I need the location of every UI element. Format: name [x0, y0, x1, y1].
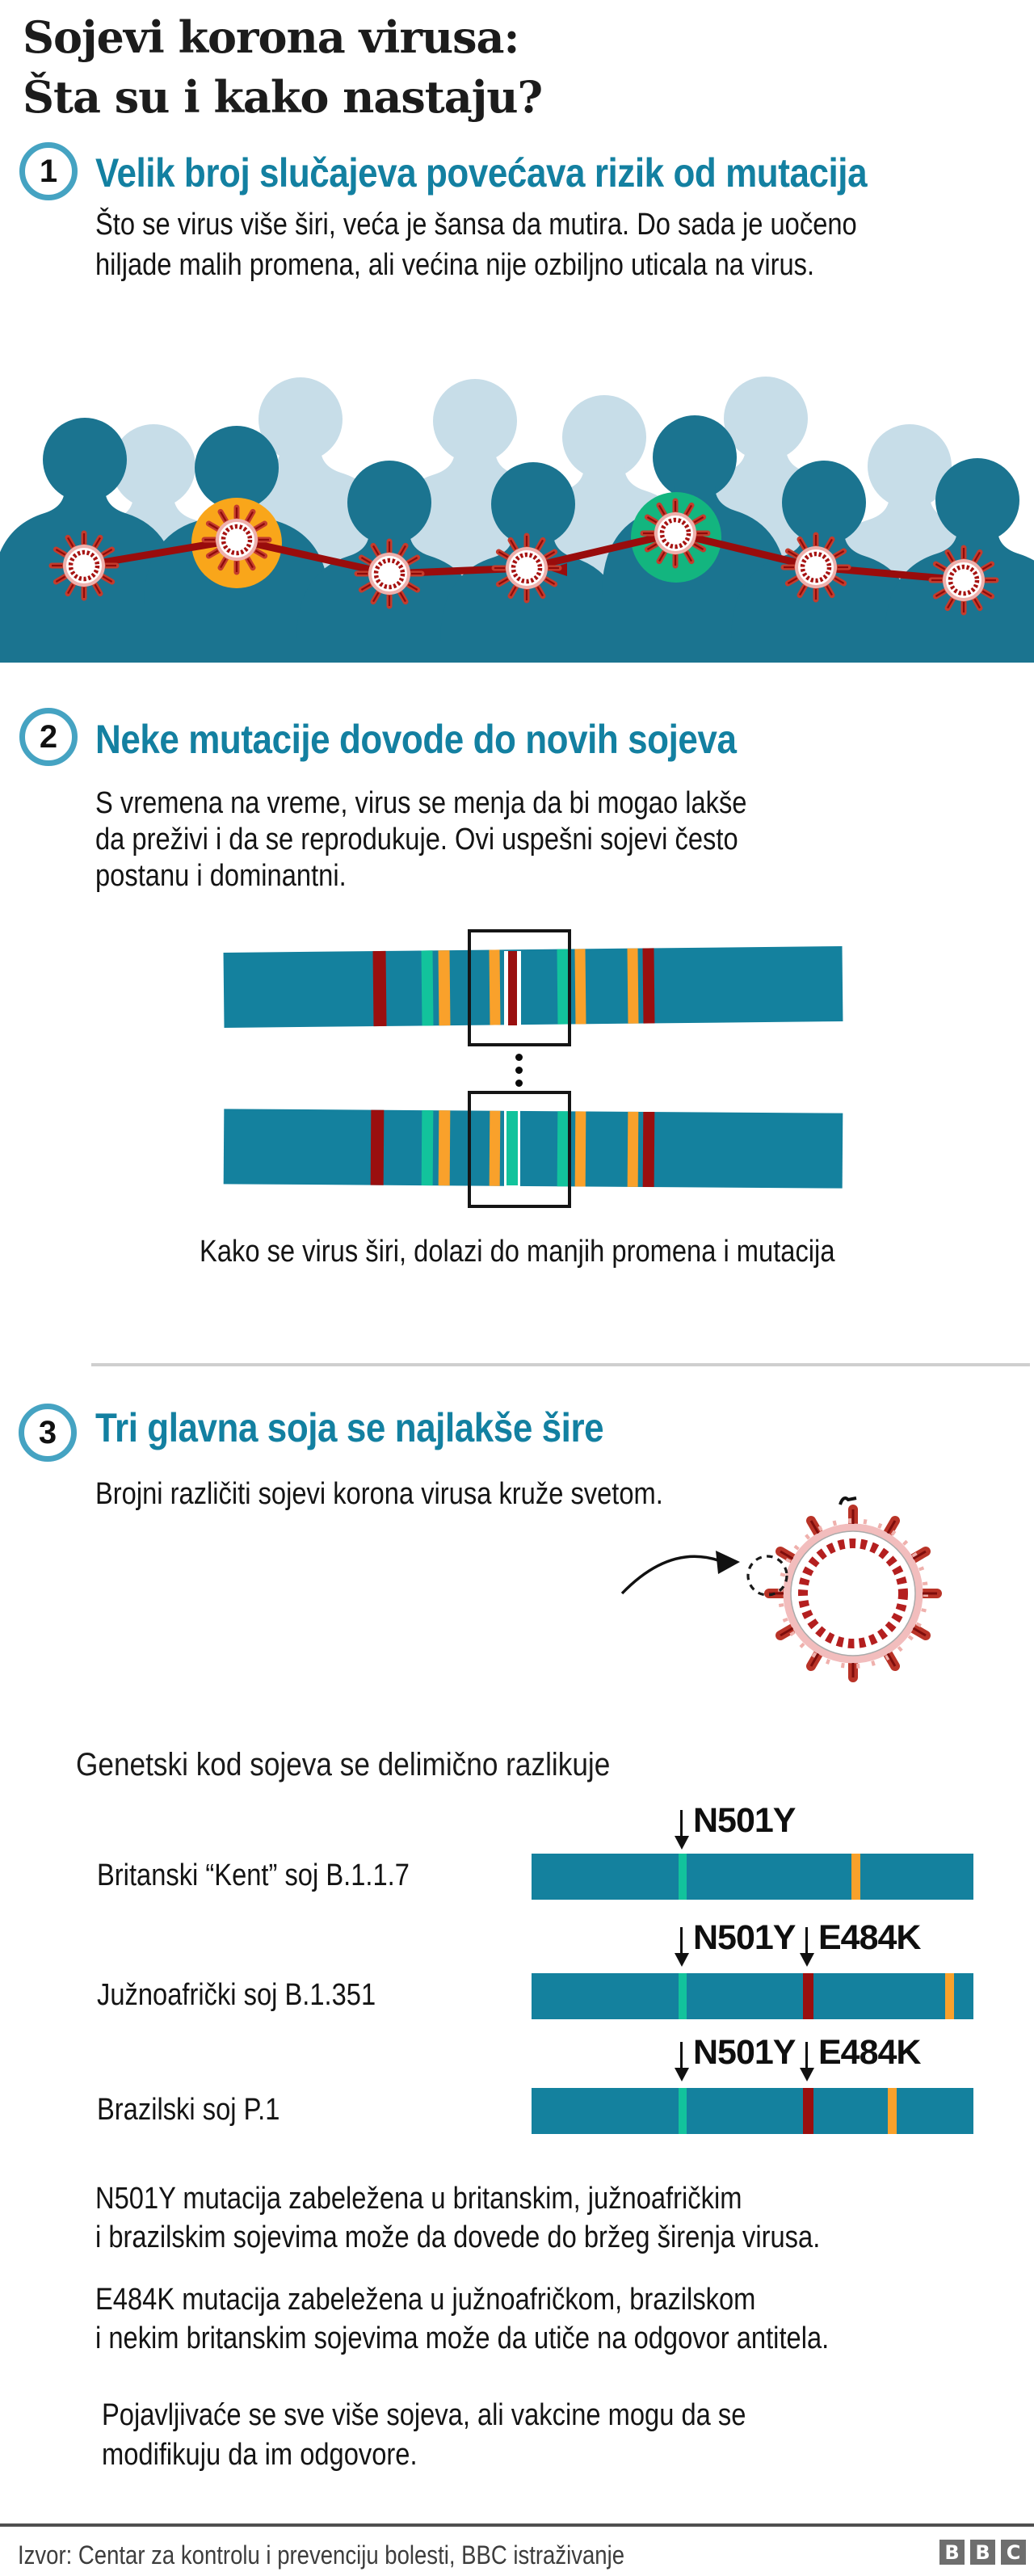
section2-body-line2: da preživi i da se reprodukuje. Ovi uspešni sojevi često — [95, 823, 738, 857]
section2-number-badge — [19, 708, 78, 766]
genome-stripe — [643, 948, 655, 1023]
genome-zoom-box-top — [468, 929, 571, 1046]
arrow-head — [675, 2068, 689, 2081]
arrow-shaft — [680, 2042, 683, 2068]
coronavirus-icon — [769, 1509, 937, 1677]
strain-bar-brazil — [532, 2088, 973, 2134]
arrow-shaft — [680, 1927, 683, 1953]
strain-bar-uk — [532, 1854, 973, 1900]
note-n501y-line1: N501Y mutacija zabeležena u britanskim, južnoafričkim — [95, 2182, 742, 2216]
page-title-line2: Šta su i kako nastaju? — [23, 71, 543, 123]
strains-heading: Genetski kod sojeva se delimično razlikuje — [76, 1747, 611, 1783]
ellipsis-dot — [515, 1054, 523, 1061]
section-divider — [91, 1363, 1030, 1366]
genome-stripe — [628, 1112, 639, 1187]
other-stripe — [851, 1854, 860, 1900]
n501y-stripe — [679, 1854, 687, 1900]
genome-stripe — [575, 949, 586, 1024]
genome-zoom-box-bottom — [468, 1091, 571, 1208]
crowd-transmission-illustration — [0, 346, 1034, 663]
footer-rule — [0, 2523, 1034, 2527]
pointer-arrowhead — [716, 1551, 740, 1574]
section3-number: 3 — [38, 1414, 57, 1450]
e484k-stripe — [803, 2088, 813, 2134]
section1-body-line1: Što se virus više širi, veća je šansa da mutira. Do sada je uočeno — [95, 208, 857, 242]
other-stripe — [888, 2088, 897, 2134]
strain-label-sa: Južnoafrički soj B.1.351 — [97, 1978, 376, 2012]
genome-stripe — [439, 950, 451, 1025]
strain-label-uk: Britanski “Kent” soj B.1.1.7 — [97, 1858, 410, 1892]
section1-heading: Velik broj slučajeva povećava rizik od mutacija — [95, 150, 868, 196]
arrow-shaft — [805, 2042, 808, 2068]
conclusion-line1: Pojavljivaće se sve više sojeva, ali vakcine mogu da se — [102, 2398, 746, 2432]
arrow-head — [800, 1953, 814, 1967]
conclusion-line2: modifikuju da im odgovore. — [102, 2438, 418, 2472]
section2-body-line3: postanu i dominantni. — [95, 859, 347, 893]
mutation-label: N501Y — [693, 2033, 796, 2072]
section1-number-badge — [19, 142, 78, 200]
ellipsis-dot — [515, 1080, 523, 1087]
mutation-label: E484K — [818, 1918, 921, 1957]
mutation-label: E484K — [818, 2033, 921, 2072]
pointer-arrow-curve — [622, 1556, 721, 1593]
genome-stripe — [575, 1111, 586, 1186]
genome-caption: Kako se virus širi, dolazi do manjih promena i mutacija — [199, 1235, 835, 1269]
genome-stripe — [422, 950, 434, 1025]
arrow-head — [800, 2068, 814, 2081]
bbc-logo-block-2: B — [970, 2540, 995, 2565]
ellipsis-dot — [515, 1067, 523, 1074]
arrow-shaft — [680, 1810, 683, 1836]
coronavirus-spike-illustration — [582, 1471, 969, 1713]
note-e484k-line2: i nekim britanskim sojevima može da utiče na odgovor antitela. — [95, 2321, 830, 2355]
section2-heading: Neke mutacije dovode do novih sojeva — [95, 717, 737, 762]
n501y-stripe — [679, 2088, 687, 2134]
arrow-head — [675, 1953, 689, 1967]
small-mark — [840, 1498, 856, 1505]
section1-number: 1 — [39, 153, 58, 189]
section2-body-line1: S vremena na vreme, virus se menja da bi mogao lakše — [95, 786, 747, 820]
bbc-logo — [939, 2540, 1026, 2565]
genome-stripe — [643, 1112, 655, 1187]
genome-stripe — [628, 949, 639, 1024]
arrow-shaft — [805, 1927, 808, 1953]
section2-number: 2 — [39, 718, 58, 755]
genome-stripe — [439, 1110, 451, 1185]
genome-stripe — [422, 1110, 434, 1185]
mutation-label: N501Y — [693, 1801, 796, 1840]
arrow-head — [675, 1836, 689, 1850]
other-stripe — [945, 1973, 954, 2019]
section3-heading: Tri glavna soja se najlakše šire — [95, 1405, 604, 1450]
page-title-line1: Sojevi korona virusa: — [23, 11, 519, 63]
note-e484k-line1: E484K mutacija zabeležena u južnoafričkom, brazilskom — [95, 2283, 756, 2317]
bbc-logo-block-1: B — [939, 2540, 965, 2565]
strain-bar-sa — [532, 1973, 973, 2019]
e484k-stripe — [803, 1973, 813, 2019]
source-attribution: Izvor: Centar za kontrolu i prevenciju bolesti, BBC istraživanje — [18, 2540, 625, 2570]
section3-body: Brojni različiti sojevi korona virusa kruže svetom. — [95, 1477, 663, 1511]
n501y-stripe — [679, 1973, 687, 2019]
genome-stripe — [373, 951, 387, 1026]
section3-number-badge — [19, 1404, 77, 1462]
mutation-label: N501Y — [693, 1918, 796, 1957]
genome-stripe — [371, 1110, 385, 1185]
section1-body-line2: hiljade malih promena, ali većina nije ozbiljno uticala na virus. — [95, 248, 815, 282]
note-n501y-line2: i brazilskim sojevima može da dovede do bržeg širenja virusa. — [95, 2220, 821, 2254]
rna-coil — [803, 1543, 903, 1644]
strain-label-brazil: Brazilski soj P.1 — [97, 2093, 280, 2127]
bbc-logo-block-3: C — [1001, 2540, 1026, 2565]
